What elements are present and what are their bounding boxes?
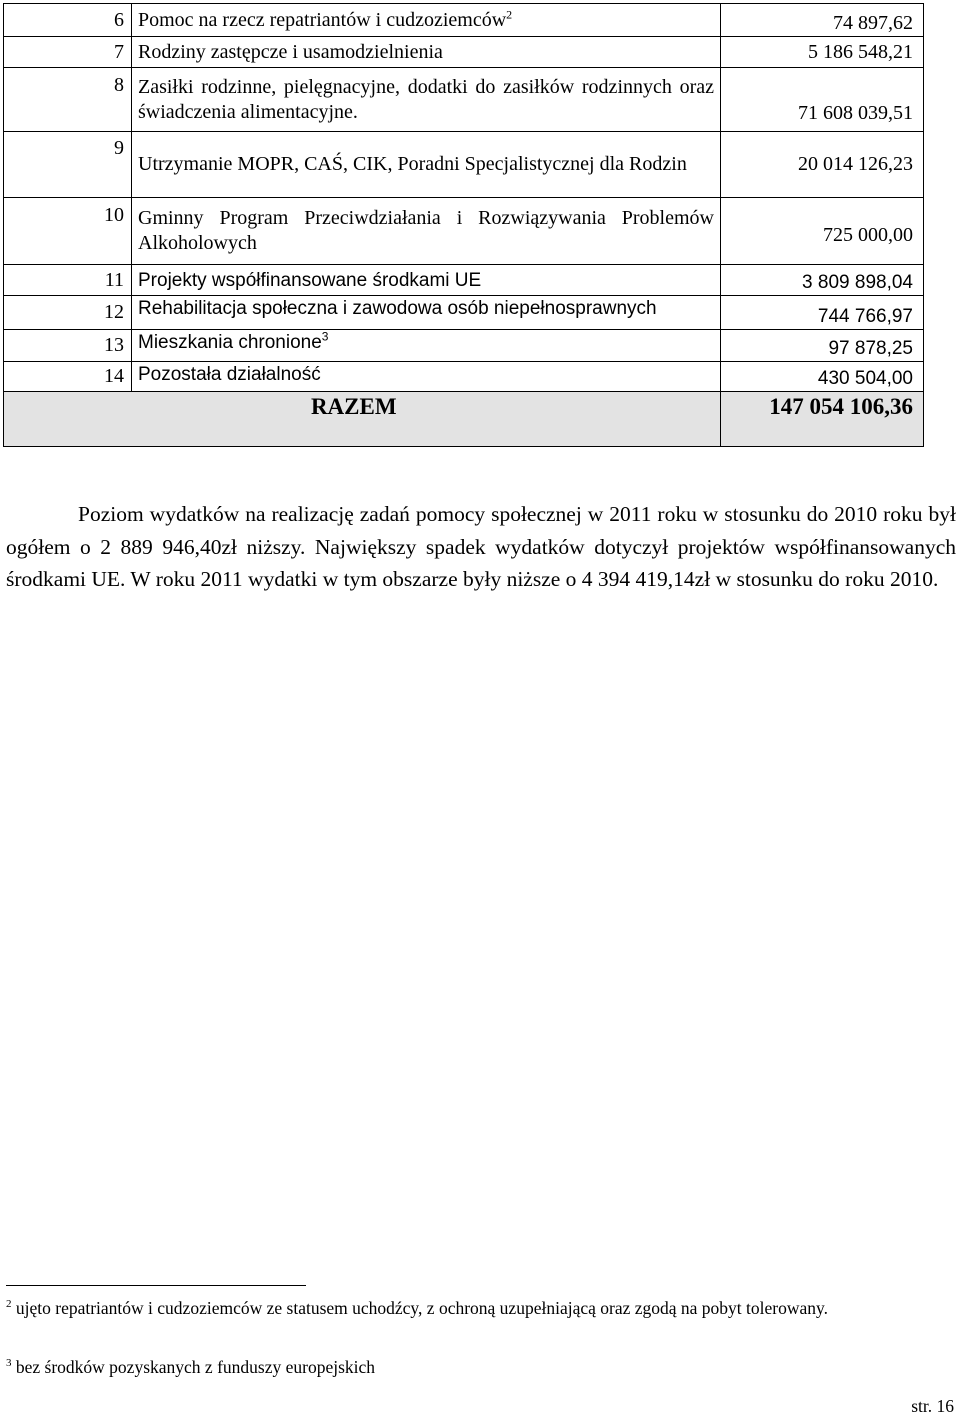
footnote-ref[interactable]: 3: [321, 329, 329, 344]
row-number: 7: [4, 37, 132, 68]
total-spacer: [4, 392, 132, 447]
footnote-separator: [6, 1285, 306, 1286]
row-amount: 74 897,62: [721, 4, 924, 37]
total-label: RAZEM: [132, 392, 721, 447]
footnote-text: bez środków pozyskanych z funduszy europejskich: [15, 1357, 376, 1377]
page-number: str. 16: [911, 1396, 954, 1416]
footnote: [6, 1296, 956, 1321]
row-number: 13: [4, 330, 132, 362]
row-number: 12: [4, 296, 132, 330]
row-label: Zasiłki rodzinne, pielęgnacyjne, dodatki do zasiłków rodzinnych oraz świadczenia alimentacyjne.: [132, 68, 721, 132]
table-row: [4, 330, 924, 362]
row-number: 14: [4, 362, 132, 392]
row-number: 8: [4, 68, 132, 132]
row-label: Pomoc na rzecz repatriantów i cudzoziemców$^2$: [132, 4, 721, 37]
footnote-ref[interactable]: 2: [506, 6, 513, 21]
row-amount: 744 766,97: [721, 296, 924, 330]
budget-table: [3, 3, 924, 447]
row-label: Mieszkania chronione$^3$: [132, 330, 721, 362]
footnote: [6, 1355, 956, 1380]
row-number: 6: [4, 4, 132, 37]
table-row: [4, 4, 924, 37]
summary-paragraph: Poziom wydatków na realizację zadań pomocy społecznej w 2011 roku w stosunku do 2010 roku był ogółem o 2 889 946,40zł niższy. Największy spadek wydatków dotyczył projektów współfinansowanych środkami UE. W roku 2011 wydatki w tym obszarze były niższe o 4 394 419,14zł w stosunku do roku 2010.: [6, 502, 956, 591]
table-row: [4, 265, 924, 296]
row-label: Gminny Program Przeciwdziałania i Rozwiązywania Problemów Alkoholowych: [132, 198, 721, 265]
table-row: [4, 37, 924, 68]
table-row: [4, 198, 924, 265]
row-number: 9: [4, 132, 132, 198]
row-label: Pozostała działalność: [132, 362, 721, 392]
row-amount: 5 186 548,21: [721, 37, 924, 68]
table-row: [4, 68, 924, 132]
row-amount: 3 809 898,04: [721, 265, 924, 296]
total-row: [4, 392, 924, 447]
table-row: [4, 362, 924, 392]
row-amount: 20 014 126,23: [721, 132, 924, 198]
row-number: 10: [4, 198, 132, 265]
footnote-mark: 2: [6, 1298, 12, 1311]
footnote-mark: 3: [6, 1357, 12, 1370]
total-amount: 147 054 106,36: [721, 392, 924, 447]
row-amount: 97 878,25: [721, 330, 924, 362]
row-number: 11: [4, 265, 132, 296]
row-label: Utrzymanie MOPR, CAŚ, CIK, Poradni Specjalistycznej dla Rodzin: [132, 132, 721, 198]
table-row: [4, 296, 924, 330]
footnote-text: ujęto repatriantów i cudzoziemców ze statusem uchodźcy, z ochroną uzupełniającą oraz zgodą na pobyt tolerowany.: [15, 1298, 828, 1318]
row-label: Rehabilitacja społeczna i zawodowa osób niepełnosprawnych: [132, 296, 721, 330]
table-row: [4, 132, 924, 198]
row-amount: 71 608 039,51: [721, 68, 924, 132]
row-amount: 430 504,00: [721, 362, 924, 392]
row-label: Rodziny zastępcze i usamodzielnienia: [132, 37, 721, 68]
row-label: Projekty współfinansowane środkami UE: [132, 265, 721, 296]
row-amount: 725 000,00: [721, 198, 924, 265]
